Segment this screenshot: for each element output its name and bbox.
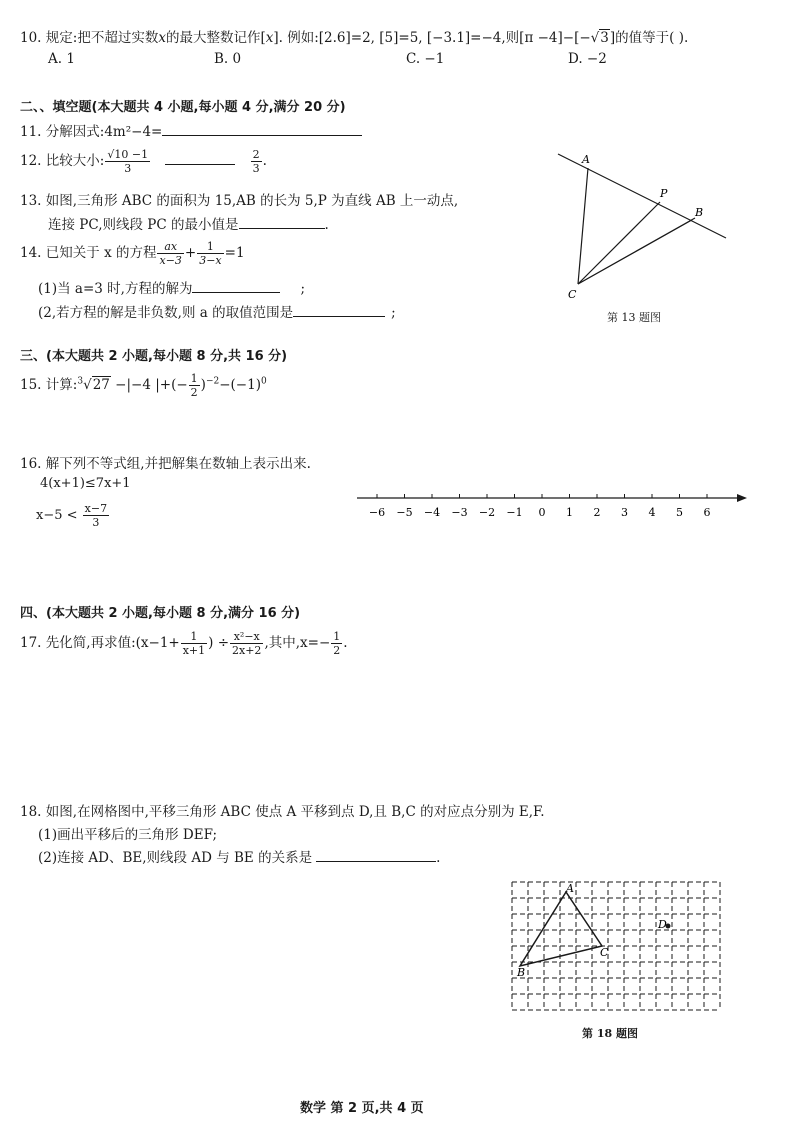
q10-line xyxy=(20,26,688,46)
q10-var-x: x xyxy=(158,30,166,46)
q14-frac1-den: x−3 xyxy=(159,254,182,267)
q16-ineq2-left: x−5 < xyxy=(36,508,78,523)
q10-number: 10. xyxy=(20,30,42,46)
q12-frac2-num: 2 xyxy=(252,148,260,161)
q12-answer-blank[interactable] xyxy=(165,151,235,165)
q16-inequality-2 xyxy=(36,502,110,529)
q15-fraction xyxy=(189,372,200,399)
q10-text-a: 规定:把不超过实数 xyxy=(45,30,159,46)
q16-ineq2-fraction xyxy=(83,502,109,529)
number-line-tick-label: 3 xyxy=(621,506,628,519)
number-line-tick-label: −3 xyxy=(451,506,468,519)
q15-number: 15. xyxy=(20,377,42,393)
q13-label-b: B xyxy=(695,206,704,219)
q14-part2 xyxy=(38,301,396,321)
q17-fraction-1 xyxy=(181,630,207,657)
q12-frac1-den: 3 xyxy=(124,162,132,175)
q12-frac1-num: √10 −1 xyxy=(107,148,149,161)
q10-var-x-2: x xyxy=(265,30,274,46)
number-line-tick-label: 1 xyxy=(566,506,573,519)
q16-ineq2-den: 3 xyxy=(92,516,100,529)
q13-text-1: 如图,三角形 ABC 的面积为 15,AB 的长为 5,P 为直线 AB 上一动点, xyxy=(45,193,459,209)
q17-end: . xyxy=(343,635,348,651)
q16-ineq2-num: x−7 xyxy=(84,502,108,515)
q17-frac3-num: 1 xyxy=(333,630,341,643)
q12-fraction-2 xyxy=(251,148,262,175)
q14-part1-end: ; xyxy=(300,281,306,297)
q12-fraction-1 xyxy=(105,148,150,175)
q18-number: 18. xyxy=(20,804,42,820)
q10-text-b: 的最大整数记作[ xyxy=(165,30,266,46)
number-line-tick-label: −6 xyxy=(368,506,386,519)
q10-sqrt-value: 3 xyxy=(600,30,609,46)
q17-line xyxy=(20,630,348,657)
number-line-tick-label: −2 xyxy=(478,506,496,519)
q18-label-a: A xyxy=(566,882,574,895)
number-line-tick-label: 6 xyxy=(703,506,711,519)
q11-answer-blank[interactable] xyxy=(162,122,362,136)
q14-part1-blank[interactable] xyxy=(192,279,280,293)
q13-figure-caption: 第 13 题图 xyxy=(607,311,661,324)
q17-text-b: ) ÷ xyxy=(208,635,230,651)
q17-frac2-den: 2x+2 xyxy=(232,644,262,657)
q11-text: 分解因式:4m²−4= xyxy=(45,124,163,140)
q13-label-c: C xyxy=(568,288,577,301)
q15-exp2: 0 xyxy=(260,376,267,387)
q15-root-index: 3 xyxy=(77,376,84,387)
q14-line xyxy=(20,240,245,267)
q17-frac1-den: x+1 xyxy=(182,644,206,657)
q18-part2-text: (2)连接 AD、BE,则线段 AD 与 BE 的关系是 xyxy=(38,850,313,866)
number-line-tick-label: 5 xyxy=(676,506,683,519)
q10-option-b: B. 0 xyxy=(214,51,242,67)
q18-line1 xyxy=(20,800,545,820)
q18-figure-caption: 第 18 题图 xyxy=(582,1027,638,1040)
q13-side-bc xyxy=(578,220,692,284)
q12-text: 比较大小: xyxy=(45,153,105,169)
number-line-tick-label: 2 xyxy=(593,506,601,519)
q17-fraction-3 xyxy=(331,630,342,657)
q17-frac3-den: 2 xyxy=(333,644,341,657)
q14-part2-text: (2,若方程的解是非负数,则 a 的取值范围是 xyxy=(38,305,294,321)
q15-exp1: −2 xyxy=(205,376,220,387)
q14-part1 xyxy=(38,277,305,297)
q16-inequality-1: 4(x+1)≤7x+1 xyxy=(40,476,131,491)
page-footer: 数学 第 2 页,共 4 页 xyxy=(300,1101,424,1116)
q12-end: . xyxy=(262,153,267,169)
q18-answer-blank[interactable] xyxy=(316,848,436,862)
q16-text: 解下列不等式组,并把解集在数轴上表示出来. xyxy=(45,456,311,472)
q18-grid-figure xyxy=(508,878,728,1018)
q15-text-b: −|−4 |+(− xyxy=(110,377,188,393)
q15-text-a: 计算: xyxy=(45,377,78,393)
q13-label-a: A xyxy=(582,153,590,166)
q10-text-d: ]的值等于( ). xyxy=(609,30,689,46)
q11-number: 11. xyxy=(20,124,42,140)
number-line-tick-label: −4 xyxy=(423,506,441,519)
q14-frac1-num: ax xyxy=(157,240,183,254)
q14-fraction-1 xyxy=(157,240,183,267)
q14-frac2-num: 1 xyxy=(197,240,223,254)
q15-text-d: −(−1) xyxy=(219,377,261,393)
q13-label-p: P xyxy=(660,187,668,200)
q18-part1: (1)画出平移后的三角形 DEF; xyxy=(38,827,218,843)
q15-root-sign: √ xyxy=(83,377,92,393)
q10-option-d: D. −2 xyxy=(568,51,607,67)
q13-end: . xyxy=(324,217,329,233)
q14-eq: =1 xyxy=(224,245,245,261)
q14-part2-end: ; xyxy=(391,305,396,321)
q13-line2 xyxy=(48,213,329,233)
q18-triangle-abc xyxy=(520,892,602,966)
q15-frac-den: 2 xyxy=(190,386,198,399)
q18-part2 xyxy=(38,846,440,866)
q11-line xyxy=(20,120,362,140)
q15-text-c: ) xyxy=(200,377,206,393)
number-line-tick-label: −5 xyxy=(396,506,413,519)
q17-text-a: 先化简,再求值:(x−1+ xyxy=(45,635,180,651)
q18-part2-end: . xyxy=(436,850,441,866)
q14-part1-text: (1)当 a=3 时,方程的解为 xyxy=(38,281,193,297)
q13-line1 xyxy=(20,189,458,209)
q12-line xyxy=(20,148,267,175)
q18-text: 如图,在网格图中,平移三角形 ABC 使点 A 平移到点 D,且 B,C 的对应点分别为 E,F. xyxy=(45,804,545,820)
q18-label-d: D xyxy=(658,918,667,931)
q13-answer-blank[interactable] xyxy=(239,215,325,229)
q17-fraction-2 xyxy=(230,630,263,657)
number-line-tick-label: 4 xyxy=(648,506,656,519)
q12-number: 12. xyxy=(20,153,42,169)
q16-line xyxy=(20,452,311,472)
q10-sqrt-sign: √ xyxy=(590,30,600,46)
q10-option-a: A. 1 xyxy=(48,51,75,67)
q18-label-c: C xyxy=(600,946,609,959)
q10-text-c: ]. 例如:[2.6]=2, [5]=5, [−3.1]=−4,则[π −4]−[− xyxy=(273,30,591,46)
section4-heading: 四、(本大题共 2 小题,每小题 8 分,满分 16 分) xyxy=(20,606,301,621)
q13-figure xyxy=(550,148,740,308)
q14-fraction-2 xyxy=(197,240,223,267)
number-line-tick-label: 0 xyxy=(538,506,546,519)
q15-frac-num: 1 xyxy=(190,372,198,385)
q14-frac2-den: 3−x xyxy=(199,254,222,267)
q17-number: 17. xyxy=(20,635,42,651)
q10-option-c: C. −1 xyxy=(406,51,445,67)
q17-frac2-num: x²−x xyxy=(230,630,263,644)
q15-line xyxy=(20,372,267,399)
q17-frac1-num: 1 xyxy=(181,630,207,644)
q14-intro: 已知关于 x 的方程 xyxy=(45,245,157,261)
q14-part2-blank[interactable] xyxy=(293,303,385,317)
q17-text-c: ,其中,x=− xyxy=(264,635,331,651)
q13-line-pc-2 xyxy=(578,202,660,284)
q18-label-b: B xyxy=(517,966,526,979)
q13-text-2: 连接 PC,则线段 PC 的最小值是 xyxy=(48,217,239,233)
q13-side-ac xyxy=(578,168,588,284)
q15-root-arg: 27 xyxy=(92,377,110,393)
q14-number: 14. xyxy=(20,245,42,261)
q16-number-line xyxy=(355,488,750,528)
number-line-arrow-icon xyxy=(737,494,747,502)
section2-heading: 二、、填空题(本大题共 4 小题,每小题 4 分,满分 20 分) xyxy=(20,100,346,115)
q14-plus: + xyxy=(184,245,197,261)
q13-number: 13. xyxy=(20,193,42,209)
q18-grid-lines xyxy=(512,882,720,1010)
section3-heading: 三、(本大题共 2 小题,每小题 8 分,共 16 分) xyxy=(20,349,288,364)
q12-frac2-den: 3 xyxy=(252,162,260,175)
number-line-tick-label: −1 xyxy=(506,506,523,519)
q16-number: 16. xyxy=(20,456,42,472)
